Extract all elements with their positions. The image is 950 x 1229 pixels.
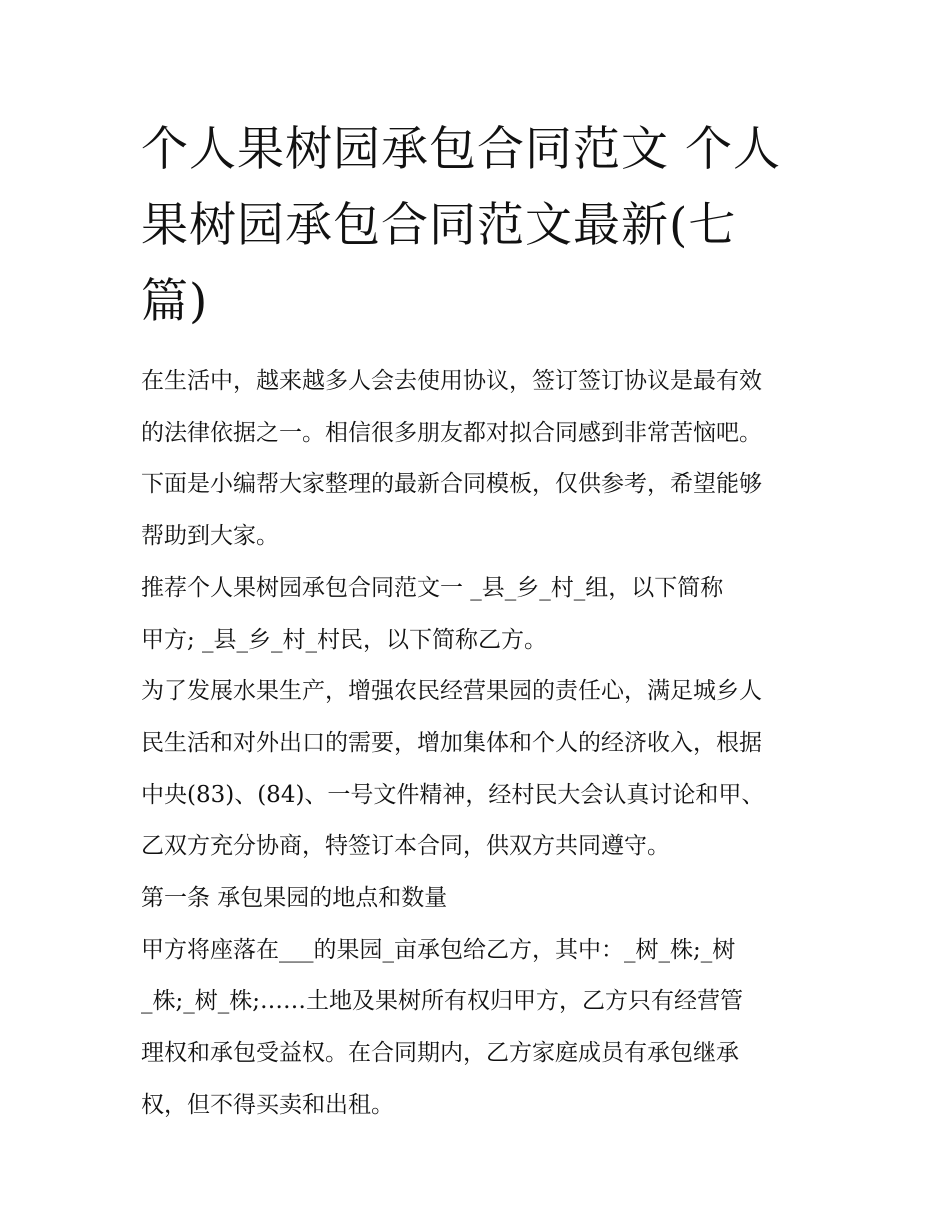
paragraph-line: 下面是小编帮大家整理的最新合同模板，仅供参考，希望能够 [141,471,762,498]
document-body [141,356,831,1132]
document-title [141,112,821,340]
paragraph-line: 的法律依据之一。相信很多朋友都对拟合同感到非常苦恼吧。 [141,419,762,446]
paragraph-line: 甲方; _县_乡_村_村民，以下简称乙方。 [141,626,548,653]
title-line: 个人果树园承包合同范文 个人 [141,122,781,177]
title-line: 果树园承包合同范文最新(七 [141,198,737,253]
title-line: 篇) [141,274,209,329]
paragraph-line: 理权和承包受益权。在合同期内，乙方家庭成员有承包继承 [141,1040,739,1067]
paragraph-line: 甲方将座落在___的果园_亩承包给乙方，其中：_树_株;_树 [141,936,736,963]
paragraph-line: _株;_树_株;……土地及果树所有权归甲方，乙方只有经营管 [141,988,743,1015]
paragraph-line: 权，但不得买卖和出租。 [141,1091,394,1118]
paragraph-line: 推荐个人果树园承包合同范文一 _县_乡_村_组，以下简称 [141,574,724,601]
section-heading: 第一条 承包果园的地点和数量 [141,885,448,912]
paragraph-line: 乙双方充分协商，特签订本合同，供双方共同遵守。 [141,833,670,860]
paragraph-line: 为了发展水果生产，增强农民经营果园的责任心，满足城乡人 [141,678,762,705]
paragraph-line: 帮助到大家。 [141,523,279,550]
paragraph-line: 在生活中，越来越多人会去使用协议，签订签订协议是最有效 [141,368,762,394]
paragraph-line: 中央(83)、(84)、一号文件精神，经村民大会认真讨论和甲、 [141,781,765,808]
paragraph-line: 民生活和对外出口的需要，增加集体和个人的经济收入，根据 [141,729,762,756]
